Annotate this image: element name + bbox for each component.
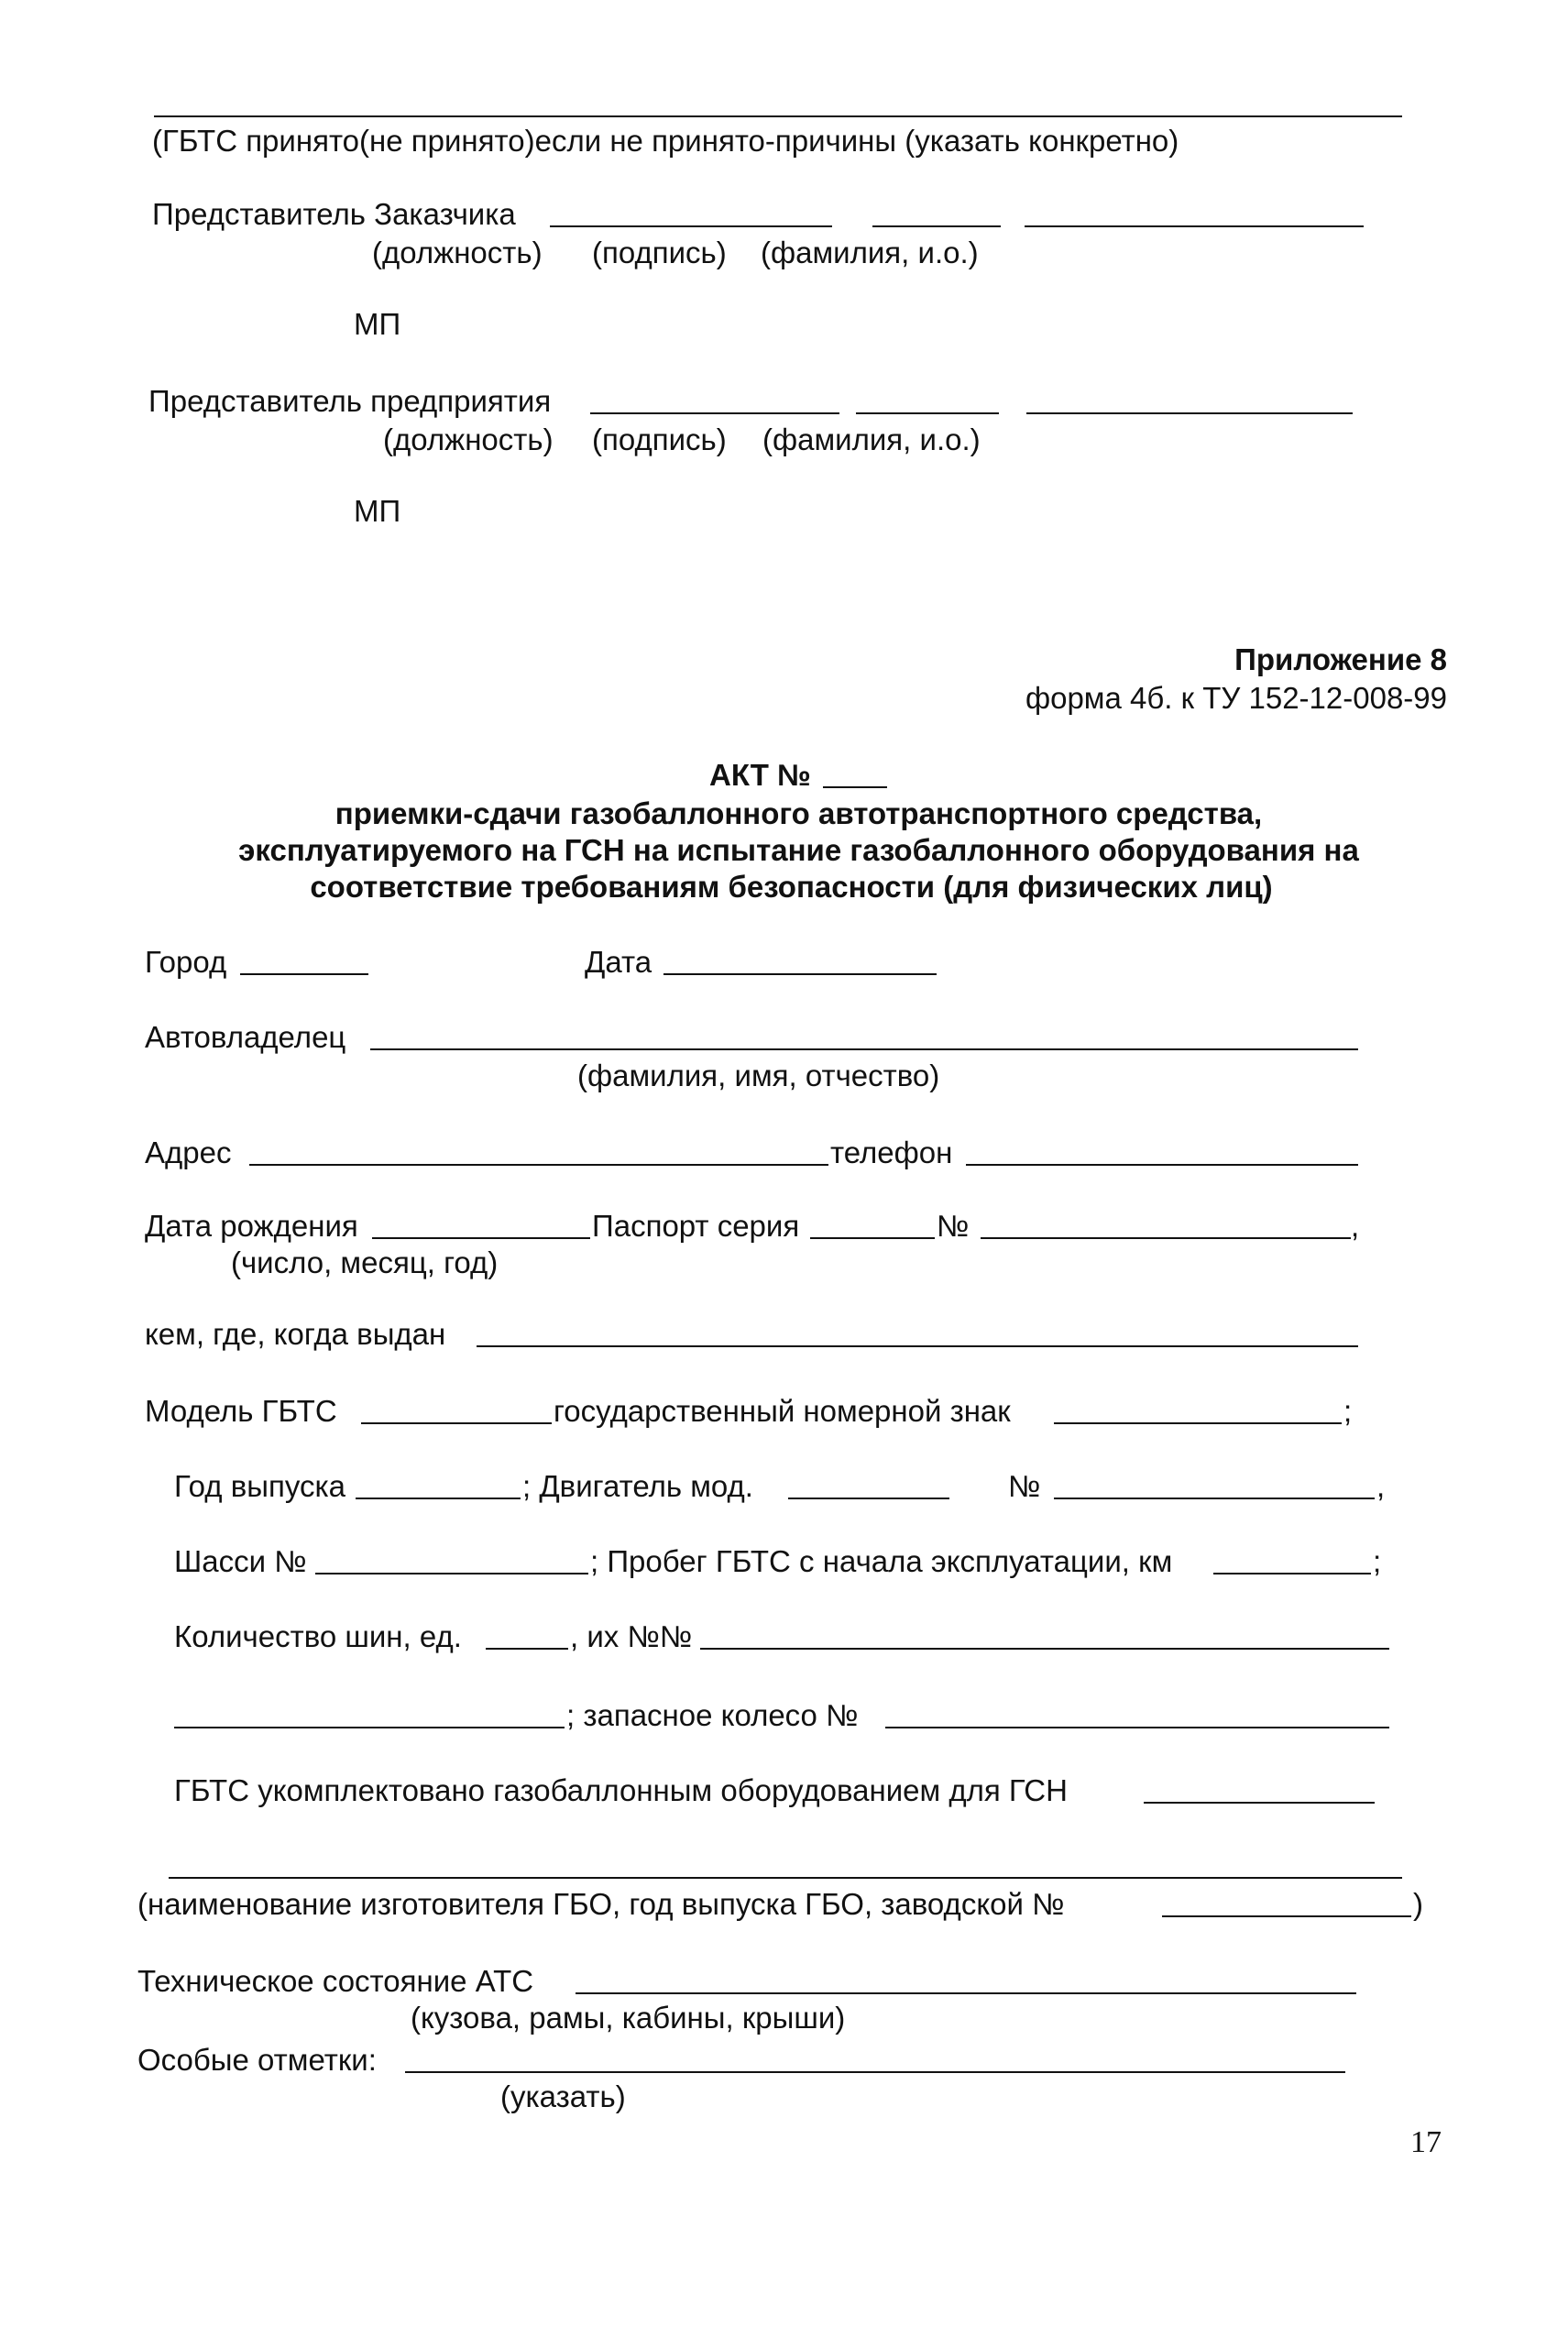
act-title-line-2: эксплуатируемого на ГСН на испытание газобаллонного оборудования на	[238, 833, 1359, 867]
act-number-line	[823, 786, 887, 788]
owner-caption: (фамилия, имя, отчество)	[577, 1059, 940, 1092]
equipped-field[interactable]	[1144, 1802, 1375, 1804]
tires-numbers-field-cont[interactable]	[174, 1727, 565, 1728]
customer-signature-line	[872, 225, 1001, 227]
city-label: Город	[145, 945, 227, 979]
appendix-form-ref: форма 4б. к ТУ 152-12-008-99	[1025, 681, 1447, 715]
gbts-note: (ГБТС принято(не принято)если не принято-причины (указать конкретно)	[152, 124, 1179, 158]
appendix-title: Приложение 8	[1234, 642, 1447, 676]
special-caption: (указать)	[500, 2079, 626, 2113]
passport-comma: ,	[1351, 1209, 1360, 1243]
owner-label: Автовладелец	[145, 1020, 346, 1054]
address-label: Адрес	[145, 1136, 232, 1169]
address-field[interactable]	[249, 1164, 828, 1166]
act-title-line-3: соответствие требованиям безопасности (для физических лиц)	[310, 870, 1273, 904]
customer-position-line	[550, 225, 832, 227]
mileage-label: ; Пробег ГБТС с начала эксплуатации, км	[590, 1544, 1173, 1578]
tires-count-field[interactable]	[486, 1648, 568, 1650]
special-notes-label: Особые отметки:	[137, 2043, 377, 2077]
customer-name-line	[1025, 225, 1364, 227]
enterprise-name-line	[1026, 412, 1353, 414]
engine-field[interactable]	[788, 1498, 949, 1499]
issued-by-field[interactable]	[477, 1345, 1358, 1347]
enterprise-position-line	[590, 412, 839, 414]
mileage-field[interactable]	[1213, 1573, 1371, 1574]
mileage-semicolon: ;	[1373, 1544, 1382, 1578]
spare-wheel-label: ; запасное колесо №	[566, 1698, 859, 1732]
customer-caption-signature: (подпись)	[592, 236, 727, 269]
model-field[interactable]	[361, 1422, 552, 1424]
act-heading: АКТ №	[709, 758, 811, 792]
passport-number-field[interactable]	[981, 1237, 1351, 1239]
customer-caption-position: (должность)	[372, 236, 543, 269]
year-label: Год выпуска	[174, 1469, 345, 1503]
special-notes-field[interactable]	[405, 2071, 1345, 2073]
spare-wheel-field[interactable]	[885, 1727, 1389, 1728]
serial-number-field[interactable]	[1162, 1915, 1411, 1917]
date-label: Дата	[585, 945, 652, 979]
page-number: 17	[1410, 2125, 1442, 2159]
model-label: Модель ГБТС	[145, 1394, 337, 1428]
enterprise-stamp: МП	[354, 494, 401, 528]
act-title-line-1: приемки-сдачи газобаллонного автотранспортного средства,	[334, 796, 1263, 830]
manufacturer-field[interactable]	[169, 1877, 1402, 1879]
birth-caption: (число, месяц, год)	[231, 1245, 499, 1279]
plate-label: государственный номерной знак	[554, 1394, 1011, 1428]
plate-semicolon: ;	[1343, 1394, 1353, 1428]
phone-field[interactable]	[966, 1164, 1358, 1166]
tires-numbers-field[interactable]	[700, 1648, 1389, 1650]
chassis-field[interactable]	[315, 1573, 588, 1574]
tires-numbers-label: , их №№	[570, 1619, 693, 1653]
chassis-label: Шасси №	[174, 1544, 307, 1578]
tech-state-label: Техническое состояние АТС	[137, 1964, 534, 1998]
year-field[interactable]	[356, 1498, 521, 1499]
engine-number-field[interactable]	[1054, 1498, 1375, 1499]
customer-rep-label: Представитель Заказчика	[152, 197, 516, 231]
reason-line	[154, 115, 1402, 117]
passport-series-label: Паспорт серия	[592, 1209, 800, 1243]
enterprise-caption-position: (должность)	[383, 422, 554, 456]
birth-date-field[interactable]	[372, 1237, 590, 1239]
engine-comma: ,	[1376, 1469, 1386, 1503]
engine-number-label: №	[1008, 1469, 1041, 1503]
customer-caption-name: (фамилия, и.о.)	[761, 236, 979, 269]
date-field[interactable]	[663, 973, 937, 975]
tech-state-field[interactable]	[576, 1992, 1356, 1994]
tires-count-label: Количество шин, ед.	[174, 1619, 462, 1653]
passport-series-field[interactable]	[810, 1237, 935, 1239]
issued-by-label: кем, где, когда выдан	[145, 1317, 446, 1351]
customer-stamp: МП	[354, 307, 401, 341]
manufacturer-close-paren: )	[1413, 1887, 1423, 1921]
plate-field[interactable]	[1054, 1422, 1342, 1424]
owner-field[interactable]	[370, 1048, 1358, 1050]
phone-label: телефон	[830, 1136, 953, 1169]
tech-caption: (кузова, рамы, кабины, крыши)	[411, 2001, 846, 2035]
enterprise-rep-label: Представитель предприятия	[148, 384, 552, 418]
city-field[interactable]	[240, 973, 368, 975]
enterprise-signature-line	[856, 412, 999, 414]
engine-label: ; Двигатель мод.	[522, 1469, 753, 1503]
passport-number-label: №	[937, 1209, 970, 1243]
equipped-label: ГБТС укомплектовано газобаллонным оборудованием для ГСН	[174, 1773, 1068, 1807]
manufacturer-caption: (наименование изготовителя ГБО, год выпуска ГБО, заводской №	[137, 1887, 1065, 1921]
enterprise-caption-name: (фамилия, и.о.)	[762, 422, 981, 456]
enterprise-caption-signature: (подпись)	[592, 422, 727, 456]
birth-date-label: Дата рождения	[145, 1209, 358, 1243]
